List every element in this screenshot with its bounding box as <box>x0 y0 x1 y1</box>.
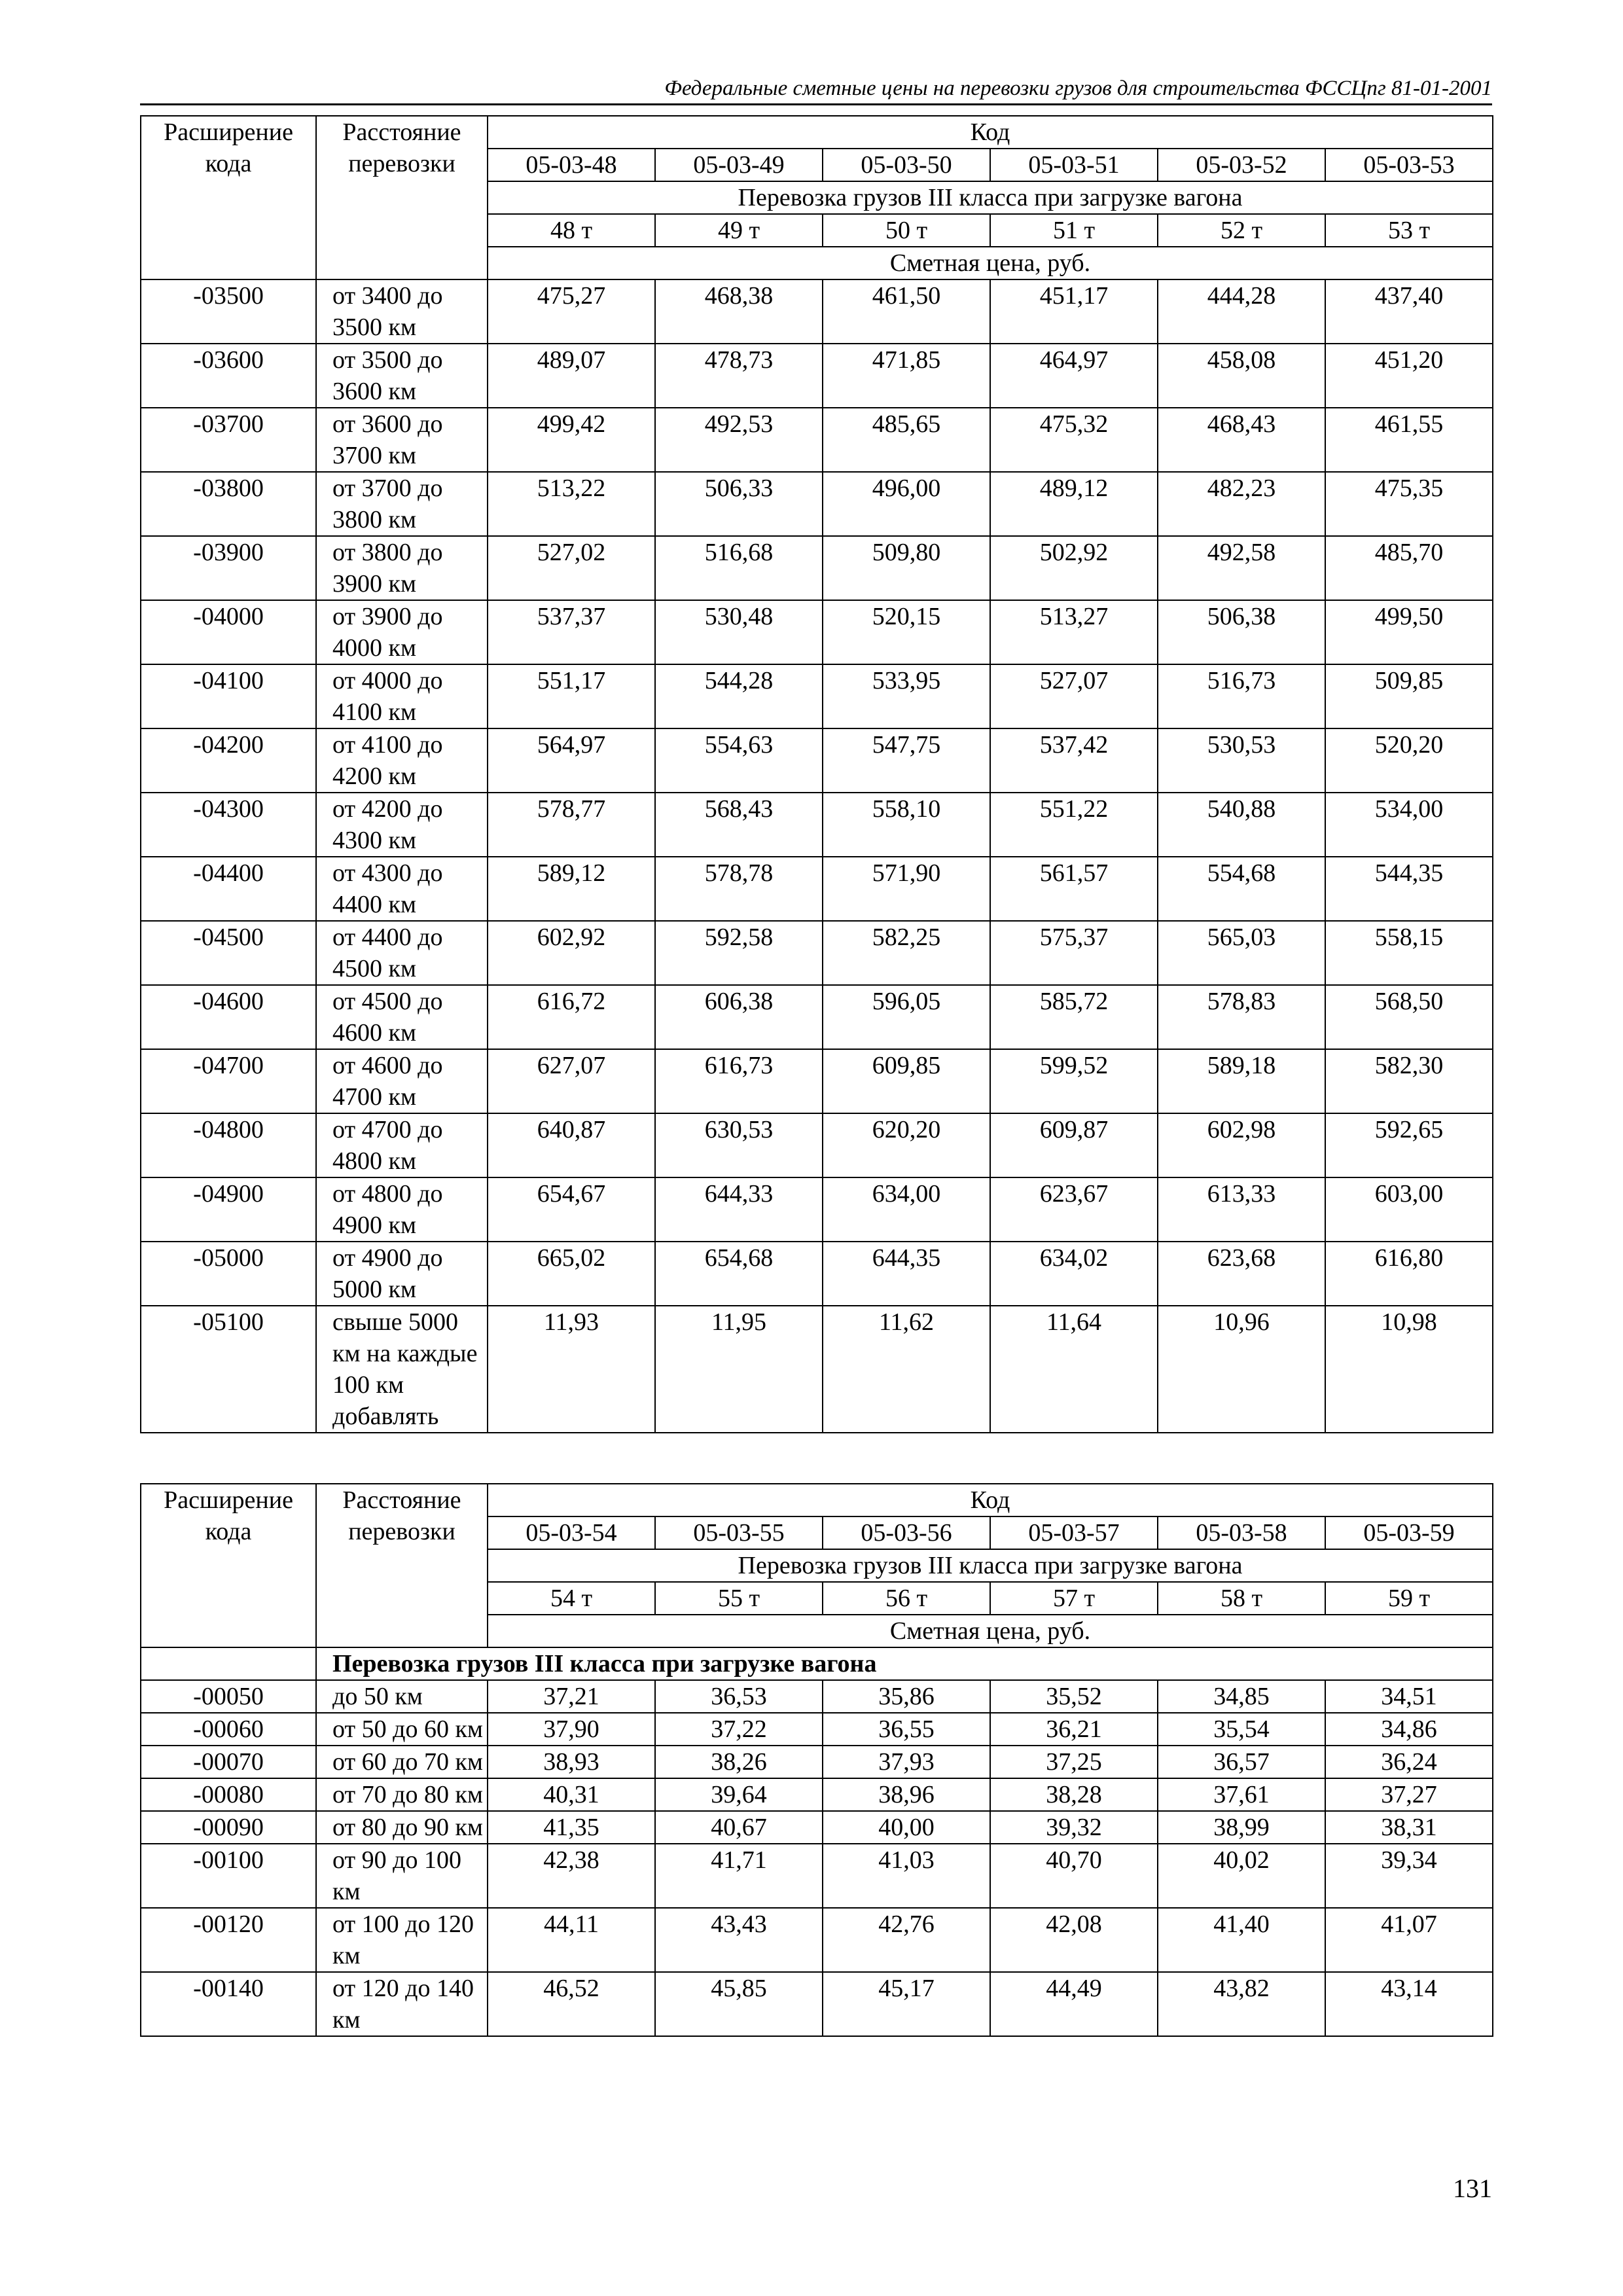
code-cell: 05-03-56 <box>823 1516 990 1549</box>
load-cell: 58 т <box>1158 1582 1325 1615</box>
distance-cell: от 4100 до 4200 км <box>316 728 488 793</box>
price-cell: 37,90 <box>488 1713 655 1746</box>
price-cell: 38,26 <box>655 1746 823 1778</box>
distance-cell: от 70 до 80 км <box>316 1778 488 1811</box>
price-cell: 644,33 <box>655 1177 823 1242</box>
distance-header: Расстояние перевозки <box>316 116 488 279</box>
price-cell: 554,68 <box>1158 857 1325 921</box>
price-cell: 582,30 <box>1325 1049 1493 1113</box>
table-row <box>141 664 1493 728</box>
price-cell: 471,85 <box>823 344 990 408</box>
header-row <box>141 116 1493 149</box>
ext-code-cell: -00080 <box>141 1778 316 1811</box>
price-cell: 40,00 <box>823 1811 990 1844</box>
table-row <box>141 921 1493 985</box>
table-row <box>141 536 1493 600</box>
table-row <box>141 1049 1493 1113</box>
table-row <box>141 1177 1493 1242</box>
price-cell: 602,92 <box>488 921 655 985</box>
price-cell: 558,15 <box>1325 921 1493 985</box>
load-cell: 56 т <box>823 1582 990 1615</box>
price-cell: 513,27 <box>990 600 1158 664</box>
price-cell: 609,85 <box>823 1049 990 1113</box>
distance-cell: от 4800 до 4900 км <box>316 1177 488 1242</box>
price-cell: 41,35 <box>488 1811 655 1844</box>
ext-code-cell: -03800 <box>141 472 316 536</box>
price-cell: 451,20 <box>1325 344 1493 408</box>
load-cell: 57 т <box>990 1582 1158 1615</box>
price-cell: 616,73 <box>655 1049 823 1113</box>
price-cell: 547,75 <box>823 728 990 793</box>
price-cell: 565,03 <box>1158 921 1325 985</box>
price-cell: 561,57 <box>990 857 1158 921</box>
price-cell: 37,27 <box>1325 1778 1493 1811</box>
price-cell: 530,53 <box>1158 728 1325 793</box>
price-cell: 42,76 <box>823 1908 990 1972</box>
price-label: Сметная цена, руб. <box>488 1615 1493 1647</box>
price-cell: 502,92 <box>990 536 1158 600</box>
ext-code-cell: -03700 <box>141 408 316 472</box>
price-cell: 606,38 <box>655 985 823 1049</box>
table-row <box>141 600 1493 664</box>
price-cell: 499,42 <box>488 408 655 472</box>
distance-cell: от 3900 до 4000 км <box>316 600 488 664</box>
price-label: Сметная цена, руб. <box>488 247 1493 279</box>
price-cell: 451,17 <box>990 279 1158 344</box>
price-cell: 45,85 <box>655 1972 823 2036</box>
price-cell: 40,67 <box>655 1811 823 1844</box>
price-cell: 589,12 <box>488 857 655 921</box>
price-table-2 <box>140 1483 1493 2037</box>
distance-cell: от 60 до 70 км <box>316 1746 488 1778</box>
price-cell: 599,52 <box>990 1049 1158 1113</box>
price-cell: 520,15 <box>823 600 990 664</box>
price-cell: 36,55 <box>823 1713 990 1746</box>
price-cell: 38,96 <box>823 1778 990 1811</box>
price-cell: 485,70 <box>1325 536 1493 600</box>
price-cell: 578,78 <box>655 857 823 921</box>
price-cell: 458,08 <box>1158 344 1325 408</box>
price-cell: 489,07 <box>488 344 655 408</box>
price-cell: 41,40 <box>1158 1908 1325 1972</box>
price-cell: 39,32 <box>990 1811 1158 1844</box>
price-cell: 609,87 <box>990 1113 1158 1177</box>
price-cell: 537,42 <box>990 728 1158 793</box>
section-row <box>141 1647 1493 1680</box>
ext-code-cell: -05100 <box>141 1306 316 1433</box>
price-cell: 40,31 <box>488 1778 655 1811</box>
code-cell: 05-03-55 <box>655 1516 823 1549</box>
ext-code-cell: -04400 <box>141 857 316 921</box>
ext-code-cell: -04900 <box>141 1177 316 1242</box>
ext-code-header: Расширение кода <box>141 1484 316 1647</box>
code-cell: 05-03-53 <box>1325 149 1493 181</box>
page-number: 131 <box>1453 2174 1492 2203</box>
ext-code-cell: -00070 <box>141 1746 316 1778</box>
ext-code-cell: -04000 <box>141 600 316 664</box>
price-cell: 10,96 <box>1158 1306 1325 1433</box>
load-cell: 59 т <box>1325 1582 1493 1615</box>
price-cell: 627,07 <box>488 1049 655 1113</box>
price-cell: 616,72 <box>488 985 655 1049</box>
price-cell: 34,86 <box>1325 1713 1493 1746</box>
price-cell: 492,58 <box>1158 536 1325 600</box>
distance-cell: свыше 5000 км на каждые 100 км добавлять <box>316 1306 488 1433</box>
ext-code-cell: -05000 <box>141 1242 316 1306</box>
price-cell: 38,28 <box>990 1778 1158 1811</box>
price-cell: 564,97 <box>488 728 655 793</box>
price-cell: 492,53 <box>655 408 823 472</box>
price-cell: 509,80 <box>823 536 990 600</box>
distance-header: Расстояние перевозки <box>316 1484 488 1647</box>
table-row <box>141 1680 1493 1713</box>
code-header: Код <box>488 1484 1493 1516</box>
price-cell: 475,32 <box>990 408 1158 472</box>
load-cell: 50 т <box>823 214 990 247</box>
price-table-1 <box>140 115 1493 1433</box>
price-cell: 464,97 <box>990 344 1158 408</box>
price-cell: 36,57 <box>1158 1746 1325 1778</box>
table-row <box>141 1242 1493 1306</box>
price-cell: 461,50 <box>823 279 990 344</box>
price-cell: 39,34 <box>1325 1844 1493 1908</box>
ext-code-cell: -00090 <box>141 1811 316 1844</box>
price-cell: 478,73 <box>655 344 823 408</box>
price-cell: 35,52 <box>990 1680 1158 1713</box>
price-cell: 11,64 <box>990 1306 1158 1433</box>
ext-code-cell: -00100 <box>141 1844 316 1908</box>
ext-code-cell: -03500 <box>141 279 316 344</box>
price-cell: 654,67 <box>488 1177 655 1242</box>
price-cell: 37,93 <box>823 1746 990 1778</box>
code-cell: 05-03-59 <box>1325 1516 1493 1549</box>
code-cell: 05-03-49 <box>655 149 823 181</box>
distance-cell: от 4600 до 4700 км <box>316 1049 488 1113</box>
distance-cell: от 3400 до 3500 км <box>316 279 488 344</box>
price-cell: 11,93 <box>488 1306 655 1433</box>
distance-cell: от 4300 до 4400 км <box>316 857 488 921</box>
price-cell: 640,87 <box>488 1113 655 1177</box>
table-row <box>141 1713 1493 1746</box>
price-cell: 37,25 <box>990 1746 1158 1778</box>
code-cell: 05-03-54 <box>488 1516 655 1549</box>
price-cell: 35,86 <box>823 1680 990 1713</box>
price-cell: 592,58 <box>655 921 823 985</box>
load-cell: 49 т <box>655 214 823 247</box>
load-cell: 48 т <box>488 214 655 247</box>
price-cell: 623,68 <box>1158 1242 1325 1306</box>
price-cell: 513,22 <box>488 472 655 536</box>
price-cell: 554,63 <box>655 728 823 793</box>
price-cell: 496,00 <box>823 472 990 536</box>
ext-code-cell: -04200 <box>141 728 316 793</box>
distance-cell: от 3600 до 3700 км <box>316 408 488 472</box>
price-cell: 634,02 <box>990 1242 1158 1306</box>
price-cell: 516,68 <box>655 536 823 600</box>
table-row <box>141 1306 1493 1433</box>
price-cell: 40,02 <box>1158 1844 1325 1908</box>
table-row <box>141 857 1493 921</box>
price-cell: 489,12 <box>990 472 1158 536</box>
price-cell: 41,03 <box>823 1844 990 1908</box>
price-cell: 34,51 <box>1325 1680 1493 1713</box>
price-cell: 630,53 <box>655 1113 823 1177</box>
ext-code-cell: -04300 <box>141 793 316 857</box>
distance-cell: от 4400 до 4500 км <box>316 921 488 985</box>
header-row <box>141 1484 1493 1516</box>
price-cell: 475,35 <box>1325 472 1493 536</box>
price-cell: 34,85 <box>1158 1680 1325 1713</box>
price-cell: 620,20 <box>823 1113 990 1177</box>
price-cell: 623,67 <box>990 1177 1158 1242</box>
price-cell: 475,27 <box>488 279 655 344</box>
table-row <box>141 279 1493 344</box>
table-row <box>141 344 1493 408</box>
price-cell: 37,61 <box>1158 1778 1325 1811</box>
load-cell: 55 т <box>655 1582 823 1615</box>
price-cell: 10,98 <box>1325 1306 1493 1433</box>
price-cell: 534,00 <box>1325 793 1493 857</box>
table-row <box>141 1113 1493 1177</box>
distance-cell: от 3800 до 3900 км <box>316 536 488 600</box>
price-cell: 11,62 <box>823 1306 990 1433</box>
distance-cell: от 4500 до 4600 км <box>316 985 488 1049</box>
cargo-class-subtitle: Перевозка грузов III класса при загрузке вагона <box>488 181 1493 214</box>
price-cell: 644,35 <box>823 1242 990 1306</box>
price-cell: 540,88 <box>1158 793 1325 857</box>
price-cell: 585,72 <box>990 985 1158 1049</box>
price-cell: 665,02 <box>488 1242 655 1306</box>
price-cell: 527,02 <box>488 536 655 600</box>
ext-code-cell: -03600 <box>141 344 316 408</box>
price-cell: 38,99 <box>1158 1811 1325 1844</box>
table-row <box>141 1972 1493 2036</box>
cargo-class-subtitle: Перевозка грузов III класса при загрузке вагона <box>488 1549 1493 1582</box>
price-cell: 537,37 <box>488 600 655 664</box>
code-cell: 05-03-48 <box>488 149 655 181</box>
table-row <box>141 728 1493 793</box>
price-cell: 544,35 <box>1325 857 1493 921</box>
ext-code-cell: -03900 <box>141 536 316 600</box>
ext-code-cell: -04500 <box>141 921 316 985</box>
distance-cell: от 90 до 100 км <box>316 1844 488 1908</box>
price-cell: 38,31 <box>1325 1811 1493 1844</box>
price-cell: 589,18 <box>1158 1049 1325 1113</box>
distance-cell: от 3500 до 3600 км <box>316 344 488 408</box>
price-cell: 485,65 <box>823 408 990 472</box>
price-cell: 654,68 <box>655 1242 823 1306</box>
price-cell: 36,21 <box>990 1713 1158 1746</box>
price-cell: 468,43 <box>1158 408 1325 472</box>
distance-cell: от 100 до 120 км <box>316 1908 488 1972</box>
price-cell: 578,77 <box>488 793 655 857</box>
price-cell: 37,22 <box>655 1713 823 1746</box>
code-cell: 05-03-50 <box>823 149 990 181</box>
price-cell: 527,07 <box>990 664 1158 728</box>
price-cell: 437,40 <box>1325 279 1493 344</box>
price-cell: 499,50 <box>1325 600 1493 664</box>
ext-code-cell: -04800 <box>141 1113 316 1177</box>
load-cell: 53 т <box>1325 214 1493 247</box>
distance-cell: от 4700 до 4800 км <box>316 1113 488 1177</box>
price-cell: 41,07 <box>1325 1908 1493 1972</box>
distance-cell: от 120 до 140 км <box>316 1972 488 2036</box>
table-row <box>141 1908 1493 1972</box>
price-cell: 544,28 <box>655 664 823 728</box>
price-cell: 568,50 <box>1325 985 1493 1049</box>
price-cell: 35,54 <box>1158 1713 1325 1746</box>
price-cell: 551,17 <box>488 664 655 728</box>
price-cell: 43,82 <box>1158 1972 1325 2036</box>
price-cell: 461,55 <box>1325 408 1493 472</box>
price-cell: 482,23 <box>1158 472 1325 536</box>
distance-cell: от 50 до 60 км <box>316 1713 488 1746</box>
price-cell: 516,73 <box>1158 664 1325 728</box>
price-cell: 506,33 <box>655 472 823 536</box>
price-cell: 40,70 <box>990 1844 1158 1908</box>
price-cell: 616,80 <box>1325 1242 1493 1306</box>
price-cell: 602,98 <box>1158 1113 1325 1177</box>
price-cell: 533,95 <box>823 664 990 728</box>
code-cell: 05-03-51 <box>990 149 1158 181</box>
table-row <box>141 408 1493 472</box>
ext-code-header: Расширение кода <box>141 116 316 279</box>
price-cell: 603,00 <box>1325 1177 1493 1242</box>
ext-code-cell: -00140 <box>141 1972 316 2036</box>
running-header: Федеральные сметные цены на перевозки грузов для строительства ФССЦпг 81-01-2001 <box>140 73 1492 105</box>
ext-code-cell: -00050 <box>141 1680 316 1713</box>
price-cell: 578,83 <box>1158 985 1325 1049</box>
ext-code-cell: -04600 <box>141 985 316 1049</box>
price-cell: 39,64 <box>655 1778 823 1811</box>
price-cell: 44,11 <box>488 1908 655 1972</box>
price-cell: 36,53 <box>655 1680 823 1713</box>
table-row <box>141 985 1493 1049</box>
table-row <box>141 793 1493 857</box>
price-cell: 558,10 <box>823 793 990 857</box>
distance-cell: от 4900 до 5000 км <box>316 1242 488 1306</box>
code-cell: 05-03-58 <box>1158 1516 1325 1549</box>
load-cell: 54 т <box>488 1582 655 1615</box>
table-row <box>141 1811 1493 1844</box>
price-cell: 43,14 <box>1325 1972 1493 2036</box>
distance-cell: от 3700 до 3800 км <box>316 472 488 536</box>
distance-cell: от 4200 до 4300 км <box>316 793 488 857</box>
table-row <box>141 1844 1493 1908</box>
price-cell: 551,22 <box>990 793 1158 857</box>
load-cell: 52 т <box>1158 214 1325 247</box>
ext-code-cell: -00120 <box>141 1908 316 1972</box>
ext-code-cell: -00060 <box>141 1713 316 1746</box>
distance-cell: от 4000 до 4100 км <box>316 664 488 728</box>
price-cell: 42,08 <box>990 1908 1158 1972</box>
ext-code-cell: -04700 <box>141 1049 316 1113</box>
price-cell: 634,00 <box>823 1177 990 1242</box>
price-cell: 575,37 <box>990 921 1158 985</box>
price-cell: 582,25 <box>823 921 990 985</box>
price-cell: 41,71 <box>655 1844 823 1908</box>
price-cell: 596,05 <box>823 985 990 1049</box>
price-cell: 468,38 <box>655 279 823 344</box>
distance-cell: до 50 км <box>316 1680 488 1713</box>
distance-cell: от 80 до 90 км <box>316 1811 488 1844</box>
price-cell: 38,93 <box>488 1746 655 1778</box>
price-cell: 571,90 <box>823 857 990 921</box>
price-cell: 37,21 <box>488 1680 655 1713</box>
price-cell: 43,43 <box>655 1908 823 1972</box>
table-row <box>141 1778 1493 1811</box>
price-cell: 46,52 <box>488 1972 655 2036</box>
code-header: Код <box>488 116 1493 149</box>
price-cell: 506,38 <box>1158 600 1325 664</box>
price-cell: 36,24 <box>1325 1746 1493 1778</box>
price-cell: 11,95 <box>655 1306 823 1433</box>
code-cell: 05-03-52 <box>1158 149 1325 181</box>
load-cell: 51 т <box>990 214 1158 247</box>
price-cell: 44,49 <box>990 1972 1158 2036</box>
table-row <box>141 1746 1493 1778</box>
section-blank <box>141 1647 316 1680</box>
code-cell: 05-03-57 <box>990 1516 1158 1549</box>
section-title: Перевозка грузов III класса при загрузке вагона <box>316 1647 1493 1680</box>
price-cell: 592,65 <box>1325 1113 1493 1177</box>
price-cell: 42,38 <box>488 1844 655 1908</box>
price-cell: 613,33 <box>1158 1177 1325 1242</box>
table-row <box>141 472 1493 536</box>
price-cell: 520,20 <box>1325 728 1493 793</box>
price-cell: 45,17 <box>823 1972 990 2036</box>
ext-code-cell: -04100 <box>141 664 316 728</box>
price-cell: 444,28 <box>1158 279 1325 344</box>
price-cell: 568,43 <box>655 793 823 857</box>
price-cell: 530,48 <box>655 600 823 664</box>
price-cell: 509,85 <box>1325 664 1493 728</box>
